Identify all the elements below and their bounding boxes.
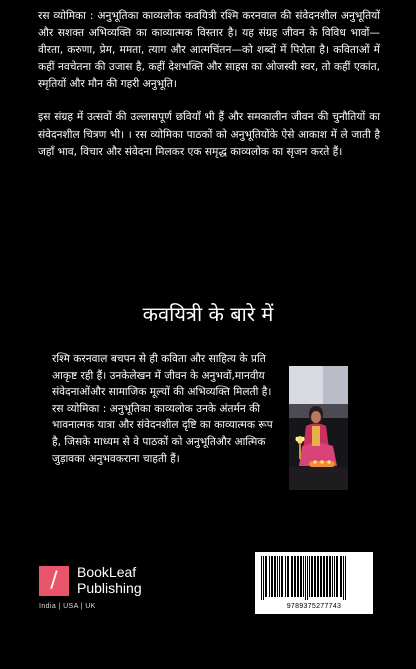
- barcode-bar: [314, 556, 316, 597]
- barcode-bar: [297, 556, 299, 597]
- publisher-name-line1: BookLeaf: [77, 564, 137, 580]
- barcode-bar: [336, 556, 338, 597]
- barcode-bar: [343, 556, 344, 600]
- barcode-bar: [326, 556, 328, 597]
- barcode-bar: [340, 556, 342, 597]
- publisher-brand: [39, 566, 179, 614]
- barcode-bar: [300, 556, 302, 597]
- barcode-bar: [334, 556, 335, 597]
- barcode-bar: [317, 556, 319, 597]
- about-author-heading: कवयित्री के बारे में: [142, 302, 274, 326]
- barcode-bar: [323, 556, 325, 597]
- blurb-paragraph-2: इस संग्रह में उत्सवों की उल्लासपूर्ण छवियाँ भी हैं और समकालीन जीवन की चुनौतियों का संवेदनशील चित्रण भी। । रस व्योमिका पाठकों को अनुभूतियोंके ऐसे आकाश में ले जाती है जहाँ भाव, विचार और संवेदना मिलकर एक समृद्ध काव्यलोक का सृजन करते हैं।: [38, 111, 380, 158]
- barcode-bar: [345, 556, 346, 600]
- back-cover-blurb: [38, 8, 380, 161]
- barcode-bar: [320, 556, 322, 597]
- isbn-barcode: [255, 552, 373, 614]
- barcode-bar: [311, 556, 313, 597]
- barcode-bar: [332, 556, 333, 597]
- barcode-bar: [279, 556, 280, 597]
- blurb-paragraph-1: रस व्योमिका : अनुभूतिका काव्यलोक कवयित्री रश्मि करनवाल की संवेदनशील अनुभूतियों और सशक्त अभिव्यक्ति का काव्यात्मक विस्तार है। यह संग्रह जीवन के विविध भावों—वीरता, करुणा, प्रेम, ममता, त्याग और आत्मचिंतन—को शब्दों में पिरोता है। कविताओं में कहीं नवचेतना की उजास है, कहीं देशभक्ति और साहस का ओजस्वी स्वर, तो कहीं एकांत, स्मृतियों और मौन की गहरी अनुभूति।: [38, 10, 380, 91]
- barcode-bar: [265, 556, 267, 597]
- isbn-number: 9789375277743: [286, 603, 342, 610]
- barcode-bar: [261, 556, 262, 600]
- barcode-bar: [303, 556, 304, 597]
- publisher-logo-icon: /: [39, 566, 69, 596]
- barcode-bar: [274, 556, 276, 597]
- barcode-bar: [287, 556, 289, 597]
- author-photo-illustration: [289, 366, 348, 490]
- barcode-bar: [305, 556, 306, 600]
- barcode-bar: [291, 556, 293, 597]
- barcode-bar: [281, 556, 283, 597]
- publisher-regions: India | USA | UK: [39, 603, 96, 610]
- barcode-bar: [269, 556, 270, 597]
- barcode-bar: [277, 556, 278, 597]
- barcode-bars: [255, 552, 373, 602]
- publisher-name: [77, 564, 142, 596]
- author-photo: [289, 366, 348, 490]
- barcode-bar: [294, 556, 296, 597]
- barcode-bar: [329, 556, 331, 597]
- barcode-bar: [307, 556, 308, 600]
- barcode-bar: [271, 556, 273, 597]
- author-bio: रश्मि करनवाल बचपन से ही कविता और साहित्य के प्रति आकृष्ट रही हैं। उनकेलेखन में जीवन के अनुभवों,मानवीय संवेदनाओंऔर सामाजिक मूल्यों की अभिव्यक्ति मिलती है। रस व्योमिका : अनुभूतिका काव्यलोक उनके अंतर्मन की भावनात्मक यात्रा और संवेदनशील दृष्टि का काव्यात्मक रूप है, जिसके माध्यम से वे पाठकों को अनुभूतिऔर आत्मिक जुड़ावका अनुभवकराना चाहती हैं।: [52, 353, 273, 465]
- barcode-bar: [285, 556, 286, 597]
- barcode-bar: [309, 556, 310, 597]
- barcode-bar: [263, 556, 264, 600]
- publisher-name-line2: Publishing: [77, 580, 142, 596]
